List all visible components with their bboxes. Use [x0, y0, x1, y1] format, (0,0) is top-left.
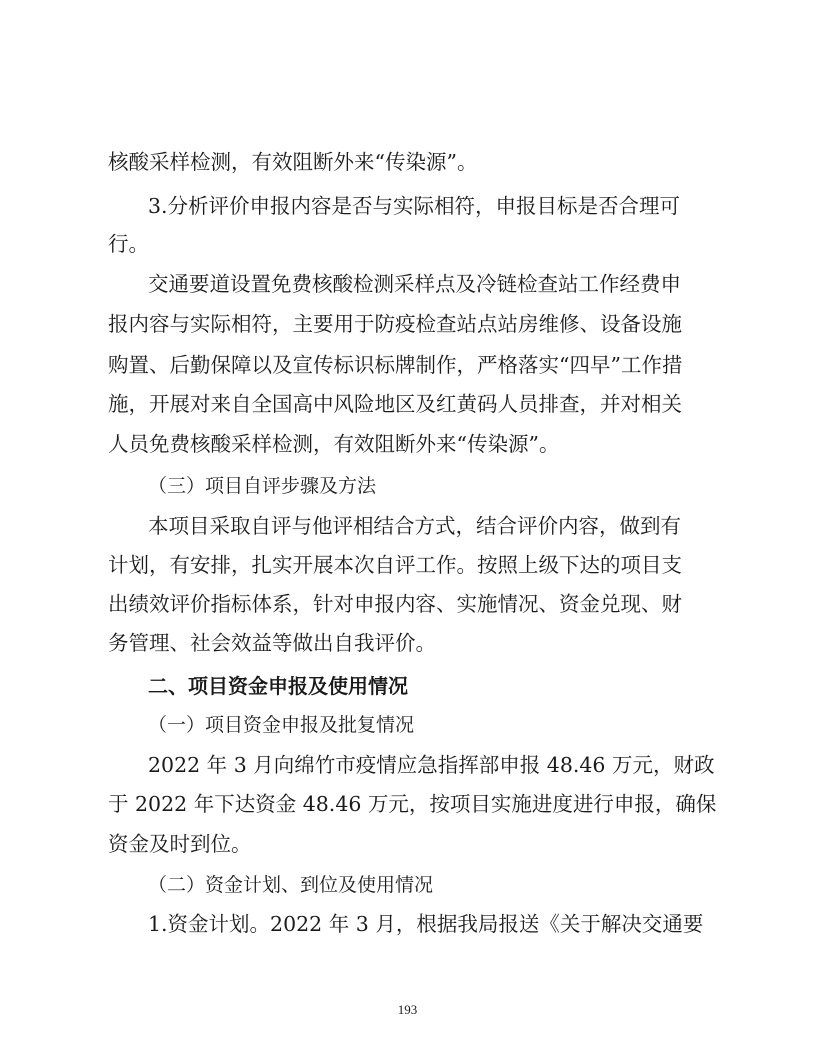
chapter-heading: 二、项目资金申报及使用情况: [148, 674, 408, 698]
paragraph-line: 出绩效评价指标体系，针对申报内容、实施情况、资金兑现、财: [108, 592, 682, 616]
page-number: 193: [397, 1002, 418, 1017]
paragraph-line: 核酸采样检测，有效阻断外来“传染源”。: [108, 150, 478, 174]
paragraph-line: 交通要道设置免费核酸检测采样点及冷链检查站工作经费申: [148, 272, 681, 296]
paragraph-line: 1.资金计划。2022 年 3 月，根据我局报送《关于解决交通要: [148, 912, 704, 936]
section-heading: （三）项目自评步骤及方法: [148, 475, 377, 497]
paragraph-line: 人员免费核酸采样检测，有效阻断外来“传染源”。: [108, 432, 560, 456]
paragraph-line: 报内容与实际相符，主要用于防疫检查站点站房维修、设备设施: [108, 312, 682, 336]
section-heading: （二）资金计划、到位及使用情况: [148, 874, 434, 896]
paragraph-line: 务管理、社会效益等做出自我评价。: [108, 631, 436, 655]
paragraph-line: 行。: [108, 232, 149, 256]
paragraph-line: 计划，有安排，扎实开展本次自评工作。按照上级下达的项目支: [108, 553, 682, 577]
paragraph-line: 资金及时到位。: [108, 832, 252, 856]
paragraph-line: 于 2022 年下达资金 48.46 万元，按项目实施进度进行申报，确保: [108, 792, 717, 816]
section-heading: （一）项目资金申报及批复情况: [148, 714, 415, 736]
paragraph-line: 本项目采取自评与他评相结合方式，结合评价内容，做到有: [148, 514, 681, 538]
paragraph-line: 2022 年 3 月向绵竹市疫情应急指挥部申报 48.46 万元，财政: [148, 753, 715, 777]
paragraph-line: 3.分析评价申报内容是否与实际相符，申报目标是否合理可: [148, 194, 681, 218]
paragraph-line: 施，开展对来自全国高中风险地区及红黄码人员排查，并对相关: [108, 392, 682, 416]
paragraph-line: 购置、后勤保障以及宣传标识标牌制作，严格落实“四早”工作措: [108, 353, 683, 377]
